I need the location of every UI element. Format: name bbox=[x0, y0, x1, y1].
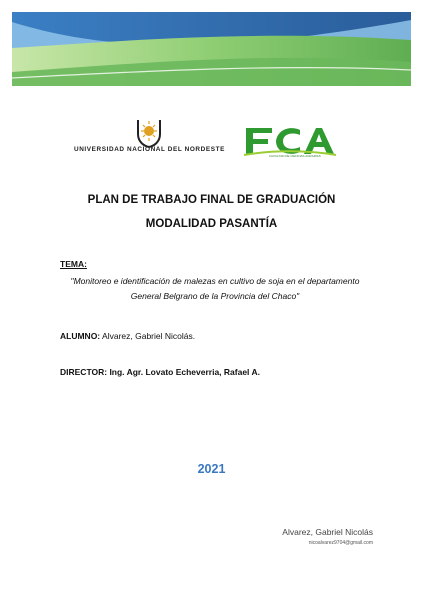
alumno-field bbox=[60, 331, 195, 341]
director-field bbox=[60, 367, 260, 377]
university-name: UNIVERSIDAD NACIONAL DEL NORDESTE bbox=[74, 146, 225, 153]
header-banner bbox=[12, 12, 411, 86]
alumno-label: ALUMNO: bbox=[60, 331, 101, 341]
tema-text: "Monitoreo e identificación de malezas en cultivo de soja en el departamento General Belgrano de la Provincia del Chaco" bbox=[70, 276, 360, 301]
unne-seal-icon bbox=[136, 118, 162, 148]
alumno-value: Alvarez, Gabriel Nicolás. bbox=[100, 331, 196, 341]
year: 2021 bbox=[197, 462, 226, 476]
document-title: PLAN DE TRABAJO FINAL DE GRADUACIÓN bbox=[87, 194, 336, 206]
tema-label: TEMA: bbox=[60, 259, 87, 269]
director-value: Ing. Agr. Lovato Echeverria, Rafael A. bbox=[107, 367, 260, 377]
director-label: DIRECTOR: bbox=[60, 367, 108, 377]
author-name: Alvarez, Gabriel Nicolás bbox=[282, 527, 373, 537]
document-subtitle: MODALIDAD PASANTÍA bbox=[145, 218, 278, 230]
author-email: nicoalvarez9704@gmail.com bbox=[308, 540, 373, 546]
fca-caption: FACULTAD DE CIENCIAS AGRARIAS bbox=[269, 154, 321, 158]
